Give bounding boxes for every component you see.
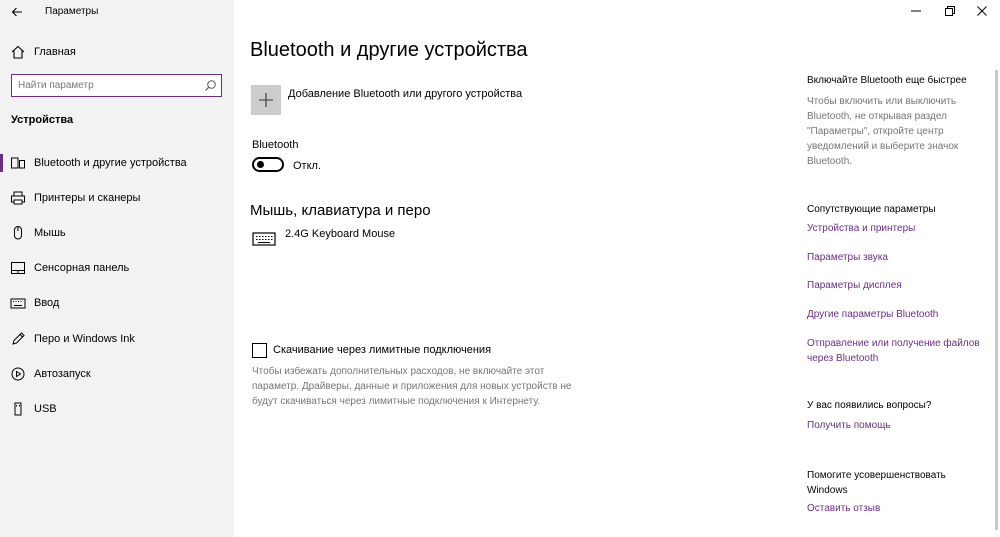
sidebar-item-label: Принтеры и сканеры (34, 192, 141, 204)
sidebar-item-label: Перо и Windows Ink (34, 333, 135, 345)
related-settings-heading: Сопутствующие параметры (807, 204, 936, 215)
link-devices-printers[interactable]: Устройства и принтеры (807, 223, 916, 234)
search-input[interactable] (18, 78, 198, 93)
metered-download-description: Чтобы избежать дополнительных расходов, не включайте этот параметр. Драйверы, данные и приложения для новых устройств не будут скачиваться через лимитные подключения к Интернету. (252, 366, 572, 407)
scrollbar-thumb[interactable] (995, 70, 998, 530)
scrollbar[interactable] (993, 70, 1000, 530)
keyboard-icon (252, 230, 276, 248)
titlebar-left (0, 0, 234, 24)
mouse-keyboard-pen-heading: Мышь, клавиатура и перо (250, 202, 431, 219)
link-send-receive-files[interactable]: Отправление или получение файлов через Bluetooth (807, 338, 980, 364)
app-title: Параметры (45, 6, 99, 17)
search-icon (204, 79, 217, 92)
sidebar-item-label: Bluetooth и другие устройства (34, 157, 187, 169)
bluetooth-toggle[interactable] (252, 157, 284, 172)
touchpad-icon (10, 260, 26, 276)
sidebar-item-usb[interactable] (0, 395, 234, 423)
sidebar-item-pen[interactable] (0, 325, 234, 353)
sidebar-item-bluetooth[interactable] (0, 149, 234, 177)
device-name: 2.4G Keyboard Mouse (285, 228, 396, 240)
keyboard-icon (10, 295, 26, 311)
minimize-icon (911, 6, 921, 16)
autoplay-icon (10, 366, 26, 382)
sidebar-item-label: USB (34, 403, 57, 415)
search-box[interactable] (11, 74, 222, 97)
faster-bluetooth-text: Чтобы включить или выключить Bluetooth, не открывая раздел "Параметры", откройте центр уведомлений и выберите значок Bluetooth. (807, 96, 959, 167)
sidebar-item-printers[interactable] (0, 184, 234, 212)
faster-bluetooth-heading: Включайте Bluetooth еще быстрее (807, 75, 967, 86)
minimize-button[interactable] (898, 0, 934, 22)
sidebar-item-label: Мышь (34, 227, 66, 239)
add-device-label: Добавление Bluetooth или другого устройства (288, 88, 523, 100)
close-icon (977, 6, 987, 16)
restore-button[interactable] (932, 0, 968, 22)
pen-icon (10, 331, 26, 347)
mouse-icon (10, 225, 26, 241)
plus-icon (259, 93, 273, 107)
active-indicator (0, 154, 3, 172)
questions-heading: У вас появились вопросы? (807, 400, 932, 411)
sidebar-item-mouse[interactable] (0, 219, 234, 247)
bluetooth-state: Откл. (293, 160, 322, 172)
improve-windows-heading: Помогите усовершенствовать Windows (807, 470, 946, 496)
sidebar (0, 0, 234, 537)
sidebar-item-input[interactable] (0, 289, 234, 317)
usb-icon (10, 401, 26, 417)
add-device-button[interactable] (251, 84, 522, 116)
link-display-settings[interactable]: Параметры дисплея (807, 280, 902, 291)
sidebar-item-label: Сенсорная панель (34, 262, 130, 274)
sidebar-item-autoplay[interactable] (0, 360, 234, 388)
close-button[interactable] (964, 0, 1000, 22)
toggle-knob (257, 161, 264, 168)
section-title: Устройства (11, 114, 74, 126)
sidebar-item-label: Автозапуск (34, 368, 91, 380)
link-give-feedback[interactable]: Оставить отзыв (807, 503, 881, 514)
link-get-help[interactable]: Получить помощь (807, 420, 891, 431)
metered-download-label: Скачивание через лимитные подключения (273, 344, 492, 356)
restore-icon (945, 6, 955, 16)
page-title: Bluetooth и другие устройства (250, 39, 528, 61)
bluetooth-devices-icon (10, 155, 26, 171)
sidebar-home[interactable] (0, 40, 234, 64)
checkbox-box[interactable] (252, 343, 267, 358)
home-icon (10, 44, 26, 60)
bluetooth-label: Bluetooth (252, 139, 299, 151)
printer-icon (10, 190, 26, 206)
plus-icon-tile (251, 85, 281, 115)
back-button[interactable] (6, 2, 28, 22)
link-sound-settings[interactable]: Параметры звука (807, 252, 888, 263)
sidebar-item-touchpad[interactable] (0, 254, 234, 282)
sidebar-home-label: Главная (34, 46, 76, 58)
back-arrow-icon (11, 6, 23, 18)
link-more-bluetooth[interactable]: Другие параметры Bluetooth (807, 309, 939, 320)
sidebar-item-label: Ввод (34, 297, 60, 309)
